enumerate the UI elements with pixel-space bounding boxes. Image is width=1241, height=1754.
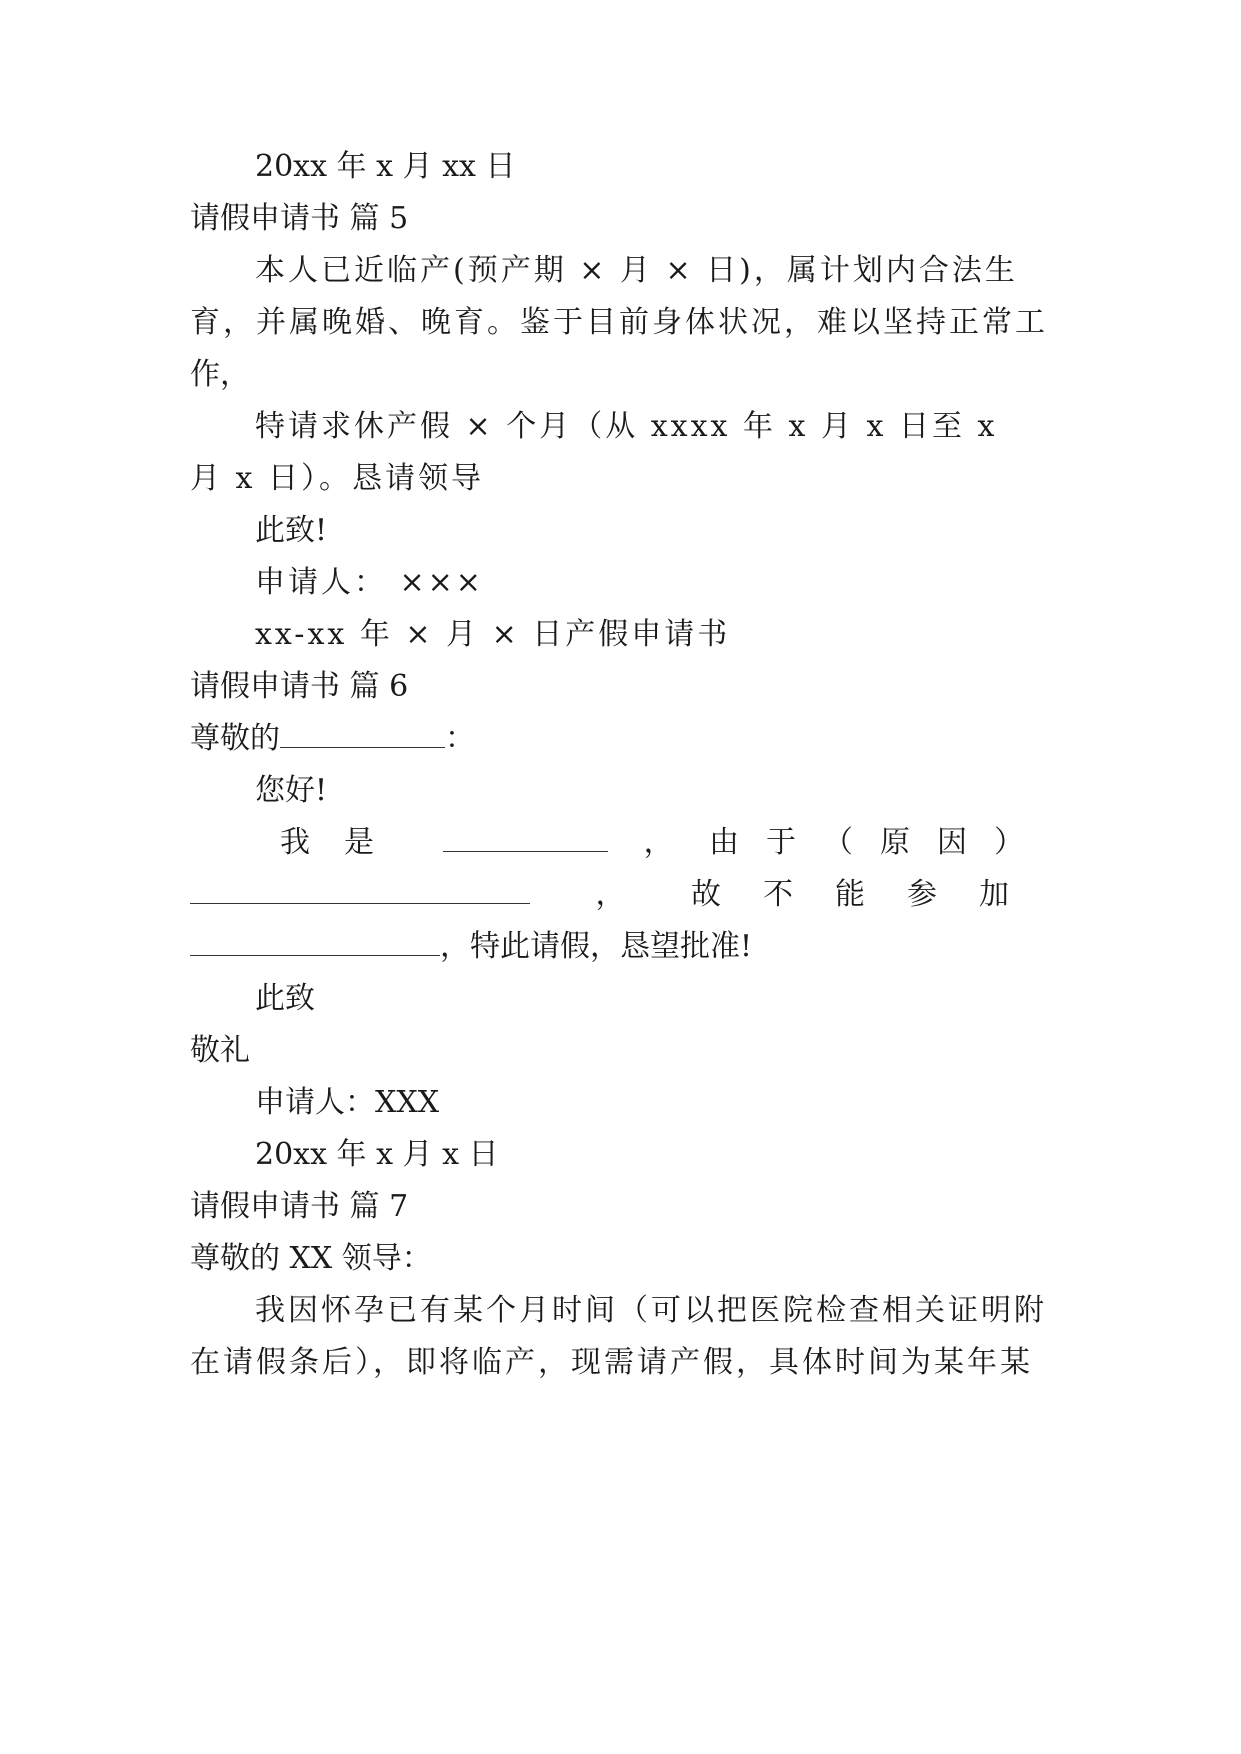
salutation: 此致 xyxy=(255,981,315,1016)
text-segment: 由于（原因） xyxy=(708,825,1051,860)
addressee-label: 尊敬的 xyxy=(190,721,280,756)
closing: 敬礼 xyxy=(190,1033,250,1068)
applicant-line: 申请人：XXX xyxy=(255,1085,440,1120)
addressee-line: 尊敬的 XX 领导： xyxy=(190,1241,432,1276)
paragraph-line: 我因怀孕已有某个月时间（可以把医院检查相关证明附 xyxy=(255,1293,1047,1328)
paragraph-line: 特请求休产假 × 个月（从 xxxx 年 x 月 x 日至 x xyxy=(255,409,998,444)
section-heading-7: 请假申请书 篇 7 xyxy=(190,1189,409,1224)
paragraph-line: 月 x 日）。恳请领导 xyxy=(190,461,484,496)
date-line: 20xx 年 x 月 x 日 xyxy=(255,1137,499,1172)
section-heading-6: 请假申请书 篇 6 xyxy=(190,669,409,704)
text-segment: ，特此请假，恳望批准! xyxy=(440,929,753,964)
section-heading-5: 请假申请书 篇 5 xyxy=(190,201,409,236)
salutation: 此致! xyxy=(255,513,328,548)
text-segment: ， xyxy=(643,825,674,860)
fill-blank xyxy=(280,725,445,748)
text-segment: ， xyxy=(595,877,626,912)
paragraph-line xyxy=(190,878,1051,918)
date-line: 20xx 年 x 月 xx 日 xyxy=(255,149,516,184)
paragraph-line xyxy=(190,930,1051,970)
text-segment: 我是 xyxy=(280,825,408,860)
date-line: xx-xx 年 × 月 × 日产假申请书 xyxy=(255,617,731,652)
paragraph-line: 作， xyxy=(190,357,250,392)
fill-blank xyxy=(443,829,608,852)
greeting: 您好! xyxy=(255,773,328,808)
paragraph-line xyxy=(280,826,1051,866)
paragraph-line: 本人已近临产(预产期 × 月 × 日)，属计划内合法生 xyxy=(255,253,1018,288)
applicant-line: 申请人： ××× xyxy=(255,565,484,600)
paragraph-line: 育，并属晚婚、晚育。鉴于目前身体状况，难以坚持正常工 xyxy=(190,305,1048,340)
addressee-line xyxy=(190,722,1051,762)
fill-blank xyxy=(190,933,440,956)
fill-blank xyxy=(190,881,530,904)
paragraph-line: 在请假条后），即将临产，现需请产假，具体时间为某年某 xyxy=(190,1345,1033,1380)
text-segment: 故不能参加 xyxy=(691,877,1051,912)
addressee-colon: ： xyxy=(445,721,475,756)
